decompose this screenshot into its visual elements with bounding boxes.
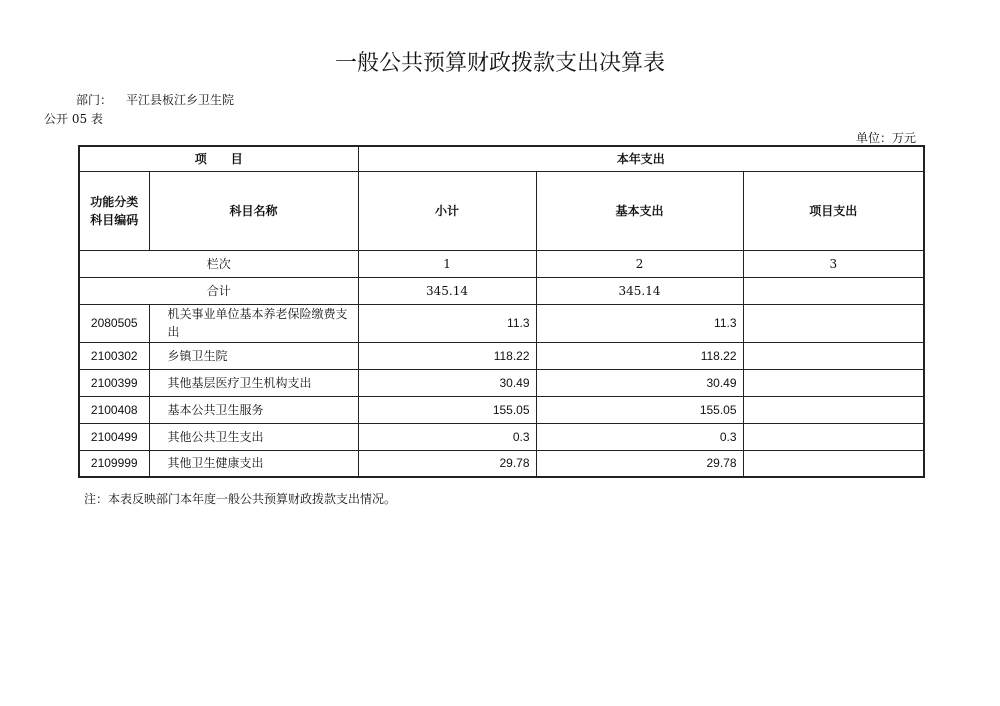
row-project [743, 423, 924, 450]
header-subtotal: 小计 [358, 171, 536, 250]
column-number-row [79, 250, 924, 277]
header-row-1 [79, 146, 924, 171]
total-basic: 345.14 [536, 277, 743, 304]
row-subtotal: 11.3 [358, 304, 536, 342]
row-basic: 11.3 [536, 304, 743, 342]
row-project [743, 304, 924, 342]
table-row [79, 342, 924, 369]
row-subtotal: 155.05 [358, 396, 536, 423]
row-name: 其他基层医疗卫生机构支出 [149, 369, 358, 396]
row-project [743, 396, 924, 423]
total-row [79, 277, 924, 304]
row-basic: 118.22 [536, 342, 743, 369]
row-project [743, 342, 924, 369]
table-row [79, 450, 924, 477]
row-subtotal: 29.78 [358, 450, 536, 477]
unit-label: 单位：万元 [855, 131, 916, 145]
table-row [79, 396, 924, 423]
header-subject-name: 科目名称 [149, 171, 358, 250]
row-project [743, 369, 924, 396]
row-code: 2100408 [79, 396, 149, 423]
row-name: 基本公共卫生服务 [149, 396, 358, 423]
row-name: 乡镇卫生院 [149, 342, 358, 369]
header-func-code: 功能分类科目编码 [79, 171, 149, 250]
total-label: 合计 [79, 277, 358, 304]
header-current-year: 本年支出 [358, 146, 924, 171]
row-subtotal: 30.49 [358, 369, 536, 396]
row-code: 2080505 [79, 304, 149, 342]
page-title: 一般公共预算财政拨款支出决算表 [334, 51, 665, 76]
row-basic: 155.05 [536, 396, 743, 423]
header-basic: 基本支出 [536, 171, 743, 250]
total-project [743, 277, 924, 304]
table-code: 公开 05 表 [44, 112, 103, 126]
row-project [743, 450, 924, 477]
column-number-label: 栏次 [79, 250, 358, 277]
row-basic: 29.78 [536, 450, 743, 477]
row-subtotal: 0.3 [358, 423, 536, 450]
column-number-3: 3 [743, 250, 924, 277]
row-name: 机关事业单位基本养老保险缴费支出 [149, 304, 358, 342]
table-row [79, 304, 924, 342]
row-subtotal: 118.22 [358, 342, 536, 369]
column-number-2: 2 [536, 250, 743, 277]
header-row-2 [79, 171, 924, 250]
header-project-exp: 项目支出 [743, 171, 924, 250]
footnote: 注：本表反映部门本年度一般公共预算财政拨款支出情况。 [84, 492, 397, 506]
row-name: 其他卫生健康支出 [149, 450, 358, 477]
expenditure-table [78, 145, 925, 478]
department-name: 平江县板江乡卫生院 [126, 93, 235, 107]
row-name: 其他公共卫生支出 [149, 423, 358, 450]
table-row [79, 423, 924, 450]
row-code: 2109999 [79, 450, 149, 477]
column-number-1: 1 [358, 250, 536, 277]
row-basic: 30.49 [536, 369, 743, 396]
table-row [79, 369, 924, 396]
row-code: 2100302 [79, 342, 149, 369]
row-code: 2100499 [79, 423, 149, 450]
row-code: 2100399 [79, 369, 149, 396]
row-basic: 0.3 [536, 423, 743, 450]
department-line [76, 91, 234, 108]
department-label: 部门： [76, 93, 113, 107]
header-project: 项 目 [79, 146, 358, 171]
total-subtotal: 345.14 [358, 277, 536, 304]
